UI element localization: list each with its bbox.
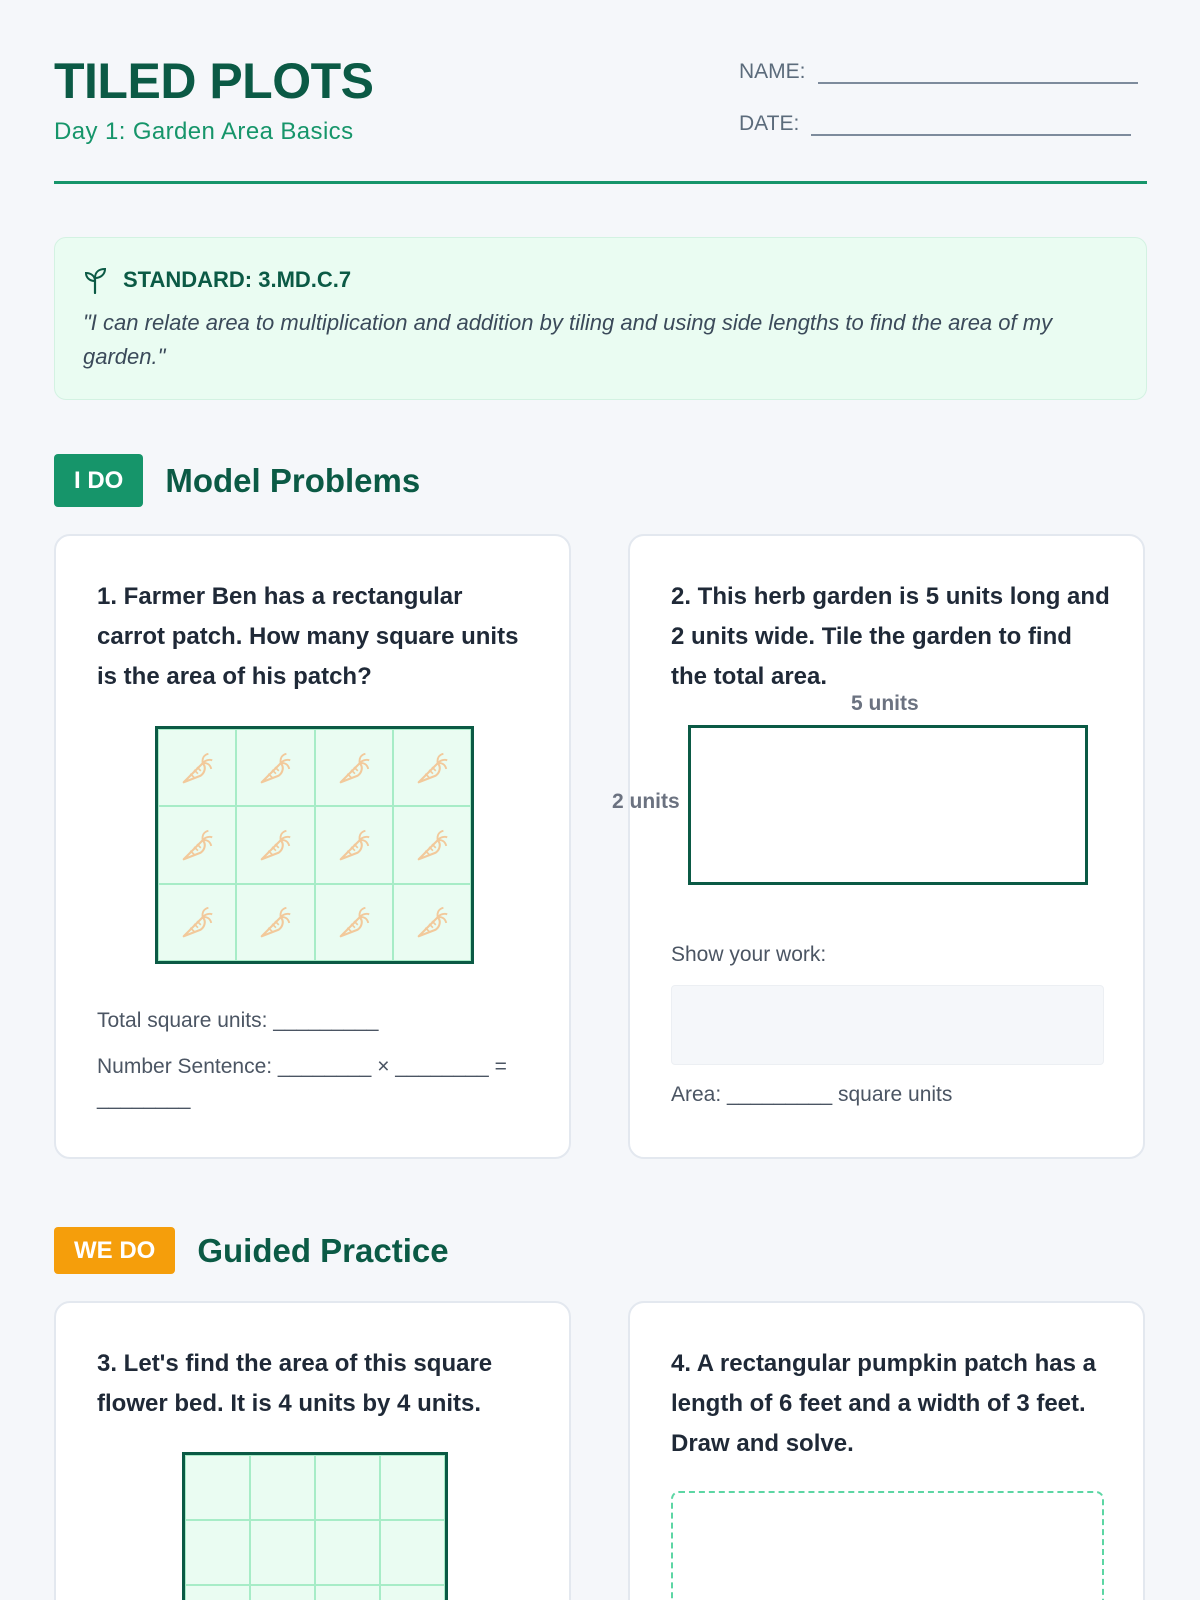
carrot-icon bbox=[256, 826, 294, 864]
grid-tile bbox=[315, 729, 393, 806]
grid-tile bbox=[158, 884, 236, 961]
grid-tile[interactable] bbox=[185, 1585, 250, 1600]
we-do-title: Guided Practice bbox=[197, 1231, 449, 1269]
carrot-icon bbox=[335, 749, 373, 787]
i-do-title: Model Problems bbox=[165, 461, 421, 499]
name-label: NAME: bbox=[739, 60, 806, 83]
grid-tile bbox=[393, 729, 471, 806]
carrot-icon bbox=[335, 826, 373, 864]
grid-tile bbox=[236, 884, 314, 961]
carrot-icon bbox=[256, 749, 294, 787]
i-do-section-heading bbox=[54, 454, 420, 507]
grid-tile[interactable] bbox=[250, 1585, 315, 1600]
grid-tile bbox=[393, 806, 471, 883]
grid-tile[interactable] bbox=[380, 1585, 445, 1600]
show-work-box[interactable] bbox=[671, 985, 1104, 1065]
standard-box bbox=[54, 237, 1147, 400]
grid-tile[interactable] bbox=[315, 1520, 380, 1585]
standard-label: STANDARD: 3.MD.C.7 bbox=[123, 267, 352, 292]
carrot-icon bbox=[178, 903, 216, 941]
carrot-icon bbox=[256, 903, 294, 941]
grid-tile bbox=[236, 729, 314, 806]
number-sentence-line[interactable]: Number Sentence: ________ × ________ = ________ bbox=[97, 1055, 507, 1110]
problem-1-card bbox=[54, 534, 571, 1159]
grid-tile[interactable] bbox=[315, 1585, 380, 1600]
name-field[interactable] bbox=[739, 60, 1138, 84]
worksheet-subtitle: Day 1: Garden Area Basics bbox=[54, 118, 354, 145]
carrot-icon bbox=[335, 903, 373, 941]
carrot-icon bbox=[178, 749, 216, 787]
problem-4-question: 4. A rectangular pumpkin patch has a length of 6 feet and a width of 3 feet. Draw and solve. bbox=[671, 1350, 1096, 1457]
width-label: 2 units bbox=[612, 790, 680, 813]
grid-tile[interactable] bbox=[185, 1455, 250, 1520]
i-do-badge: I DO bbox=[54, 454, 143, 507]
carrot-icon bbox=[413, 749, 451, 787]
area-answer-line[interactable]: Area: _________ square units bbox=[671, 1083, 953, 1106]
show-work-label: Show your work: bbox=[671, 943, 827, 966]
herb-garden-rectangle[interactable] bbox=[688, 725, 1088, 885]
grid-tile[interactable] bbox=[185, 1520, 250, 1585]
problem-1-question: 1. Farmer Ben has a rectangular carrot patch. How many square units is the area of his patch? bbox=[97, 583, 519, 690]
carrot-icon bbox=[178, 826, 216, 864]
total-square-units-line[interactable]: Total square units: _________ bbox=[97, 1009, 379, 1032]
problem-4-card bbox=[628, 1301, 1145, 1600]
grid-tile bbox=[158, 729, 236, 806]
grid-tile bbox=[315, 806, 393, 883]
we-do-section-heading bbox=[54, 1227, 449, 1274]
problem-2-question: 2. This herb garden is 5 units long and 2 units wide. Tile the garden to find the total area. bbox=[671, 583, 1110, 690]
date-line[interactable] bbox=[811, 134, 1131, 136]
length-label: 5 units bbox=[851, 692, 919, 715]
carrot-icon bbox=[413, 903, 451, 941]
standard-heading bbox=[83, 266, 1118, 294]
problem-3-card bbox=[54, 1301, 571, 1600]
sprout-icon bbox=[83, 266, 109, 294]
grid-tile[interactable] bbox=[380, 1520, 445, 1585]
problem-3-question: 3. Let's find the area of this square flower bed. It is 4 units by 4 units. bbox=[97, 1350, 493, 1417]
worksheet-header bbox=[54, 52, 1147, 184]
grid-tile bbox=[236, 806, 314, 883]
problem-2-card bbox=[612, 534, 1145, 1159]
carrot-patch-grid bbox=[155, 726, 474, 964]
grid-tile[interactable] bbox=[250, 1520, 315, 1585]
grid-tile bbox=[315, 884, 393, 961]
grid-tile[interactable] bbox=[380, 1455, 445, 1520]
date-field[interactable] bbox=[739, 112, 1131, 136]
pumpkin-patch-drawing-area[interactable] bbox=[671, 1491, 1104, 1600]
date-label: DATE: bbox=[739, 112, 800, 135]
grid-tile[interactable] bbox=[250, 1455, 315, 1520]
worksheet-title: TILED PLOTS bbox=[54, 53, 374, 109]
grid-tile[interactable] bbox=[315, 1455, 380, 1520]
standard-quote: "I can relate area to multiplication and addition by tiling and using side lengths to find the area of my garden." bbox=[83, 310, 1053, 369]
grid-tile bbox=[393, 884, 471, 961]
we-do-badge: WE DO bbox=[54, 1227, 175, 1274]
name-line[interactable] bbox=[818, 82, 1138, 84]
flower-bed-grid[interactable] bbox=[182, 1452, 448, 1600]
grid-tile bbox=[158, 806, 236, 883]
carrot-icon bbox=[413, 826, 451, 864]
